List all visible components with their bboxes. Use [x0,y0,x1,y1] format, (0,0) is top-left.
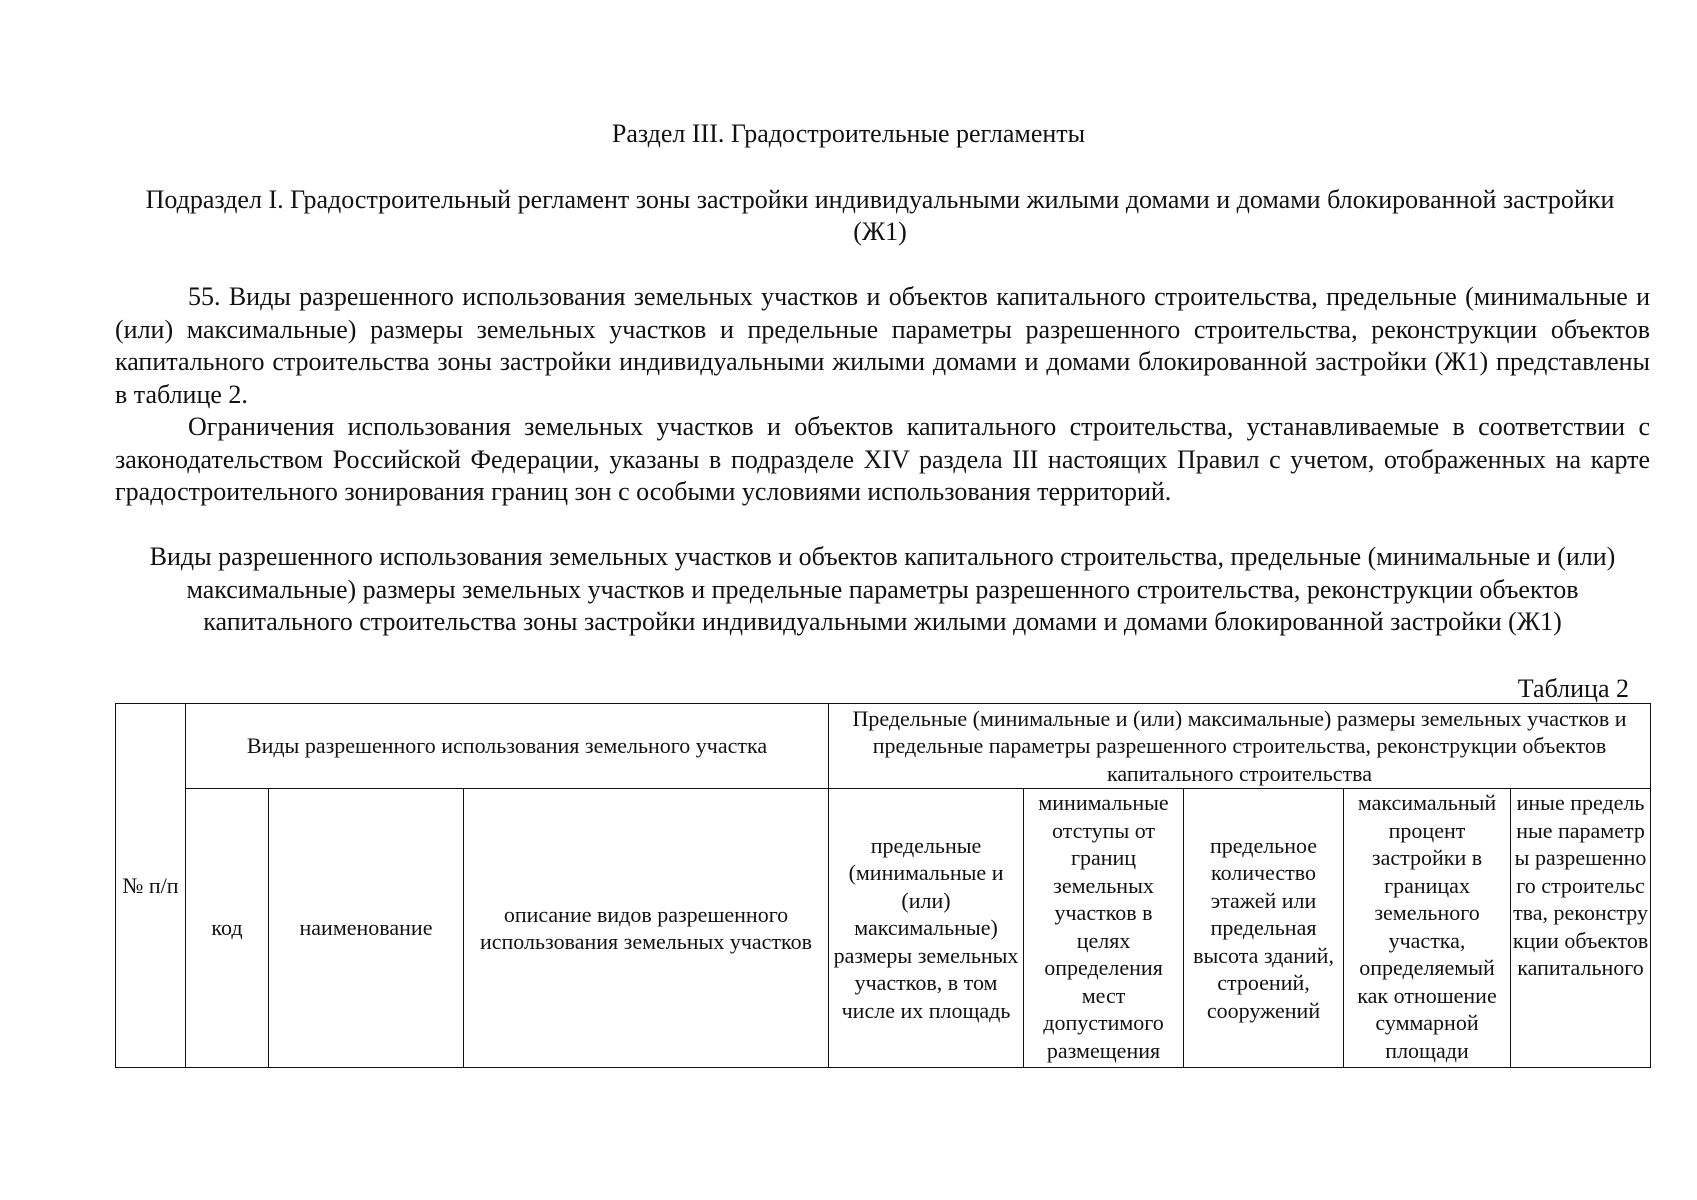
table-caption: Виды разрешенного использования земельных участков и объектов капитального строительства, предельные (минимальные и (или) максимальные) размеры земельных участков и предельные параметры разрешенного строительства, реконструкции объектов капитального строительства зоны застройки индивидуальными жилыми домами и домами блокированной застройки (Ж1) [149,542,1616,636]
header-floors: предельное количество этажей или предельная высота зданий, строений, сооружений [1184,789,1344,1068]
regulations-table [115,703,1651,1068]
header-description: описание видов разрешенного использования земельных участков [464,789,829,1068]
header-code: код [186,789,269,1068]
table-number: Таблица 2 [1517,674,1629,703]
header-plot-sizes: предельные (минимальные и (или) максимальные) размеры земельных участков, в том числе их площадь [829,789,1024,1068]
section-title: Раздел III. Градостроительные регламенты [611,119,1086,148]
header-setbacks: минимальные отступы от границ земельных участков в целях определения мест допустимого размещения [1024,789,1184,1068]
header-coverage: максимальный процент застройки в границах земельного участка, определяемый как отношение суммарной площади [1344,789,1511,1068]
header-number: № п/п [116,704,186,1068]
header-group-limits: Предельные (минимальные и (или) максимальные) размеры земельных участков и предельные параметры разрешенного строительства, реконструкции объектов капитального строительства [829,704,1651,789]
header-other: иные предельные параметры разрешенного строительства, реконструкции объектов капитального [1511,789,1651,1068]
paragraph-restrictions: Ограничения использования земельных участков и объектов капитального строительства, устанавливаемые в соответствии с законодательством Российской Федерации, указаны в подразделе XIV раздела III настоящих Правил с учетом, отображенных на карте градостроительного зонирования границ зон с особыми условиями использования территорий. [115,412,1650,506]
header-group-usage: Виды разрешенного использования земельного участка [186,704,829,789]
header-name: наименование [269,789,464,1068]
subsection-title: Подраздел I. Градостроительный регламент зоны застройки индивидуальными жилыми домами и домами блокированной застройки (Ж1) [145,185,1615,246]
paragraph-55: 55. Виды разрешенного использования земельных участков и объектов капитального строительства, предельные (минимальные и (или) максимальные) размеры земельных участков и предельные параметры разрешенного строительства, реконструкции объектов капитального строительства зоны застройки индивидуальными жилыми домами и домами блокированной застройки (Ж1) представлены в таблице 2. [115,282,1650,409]
